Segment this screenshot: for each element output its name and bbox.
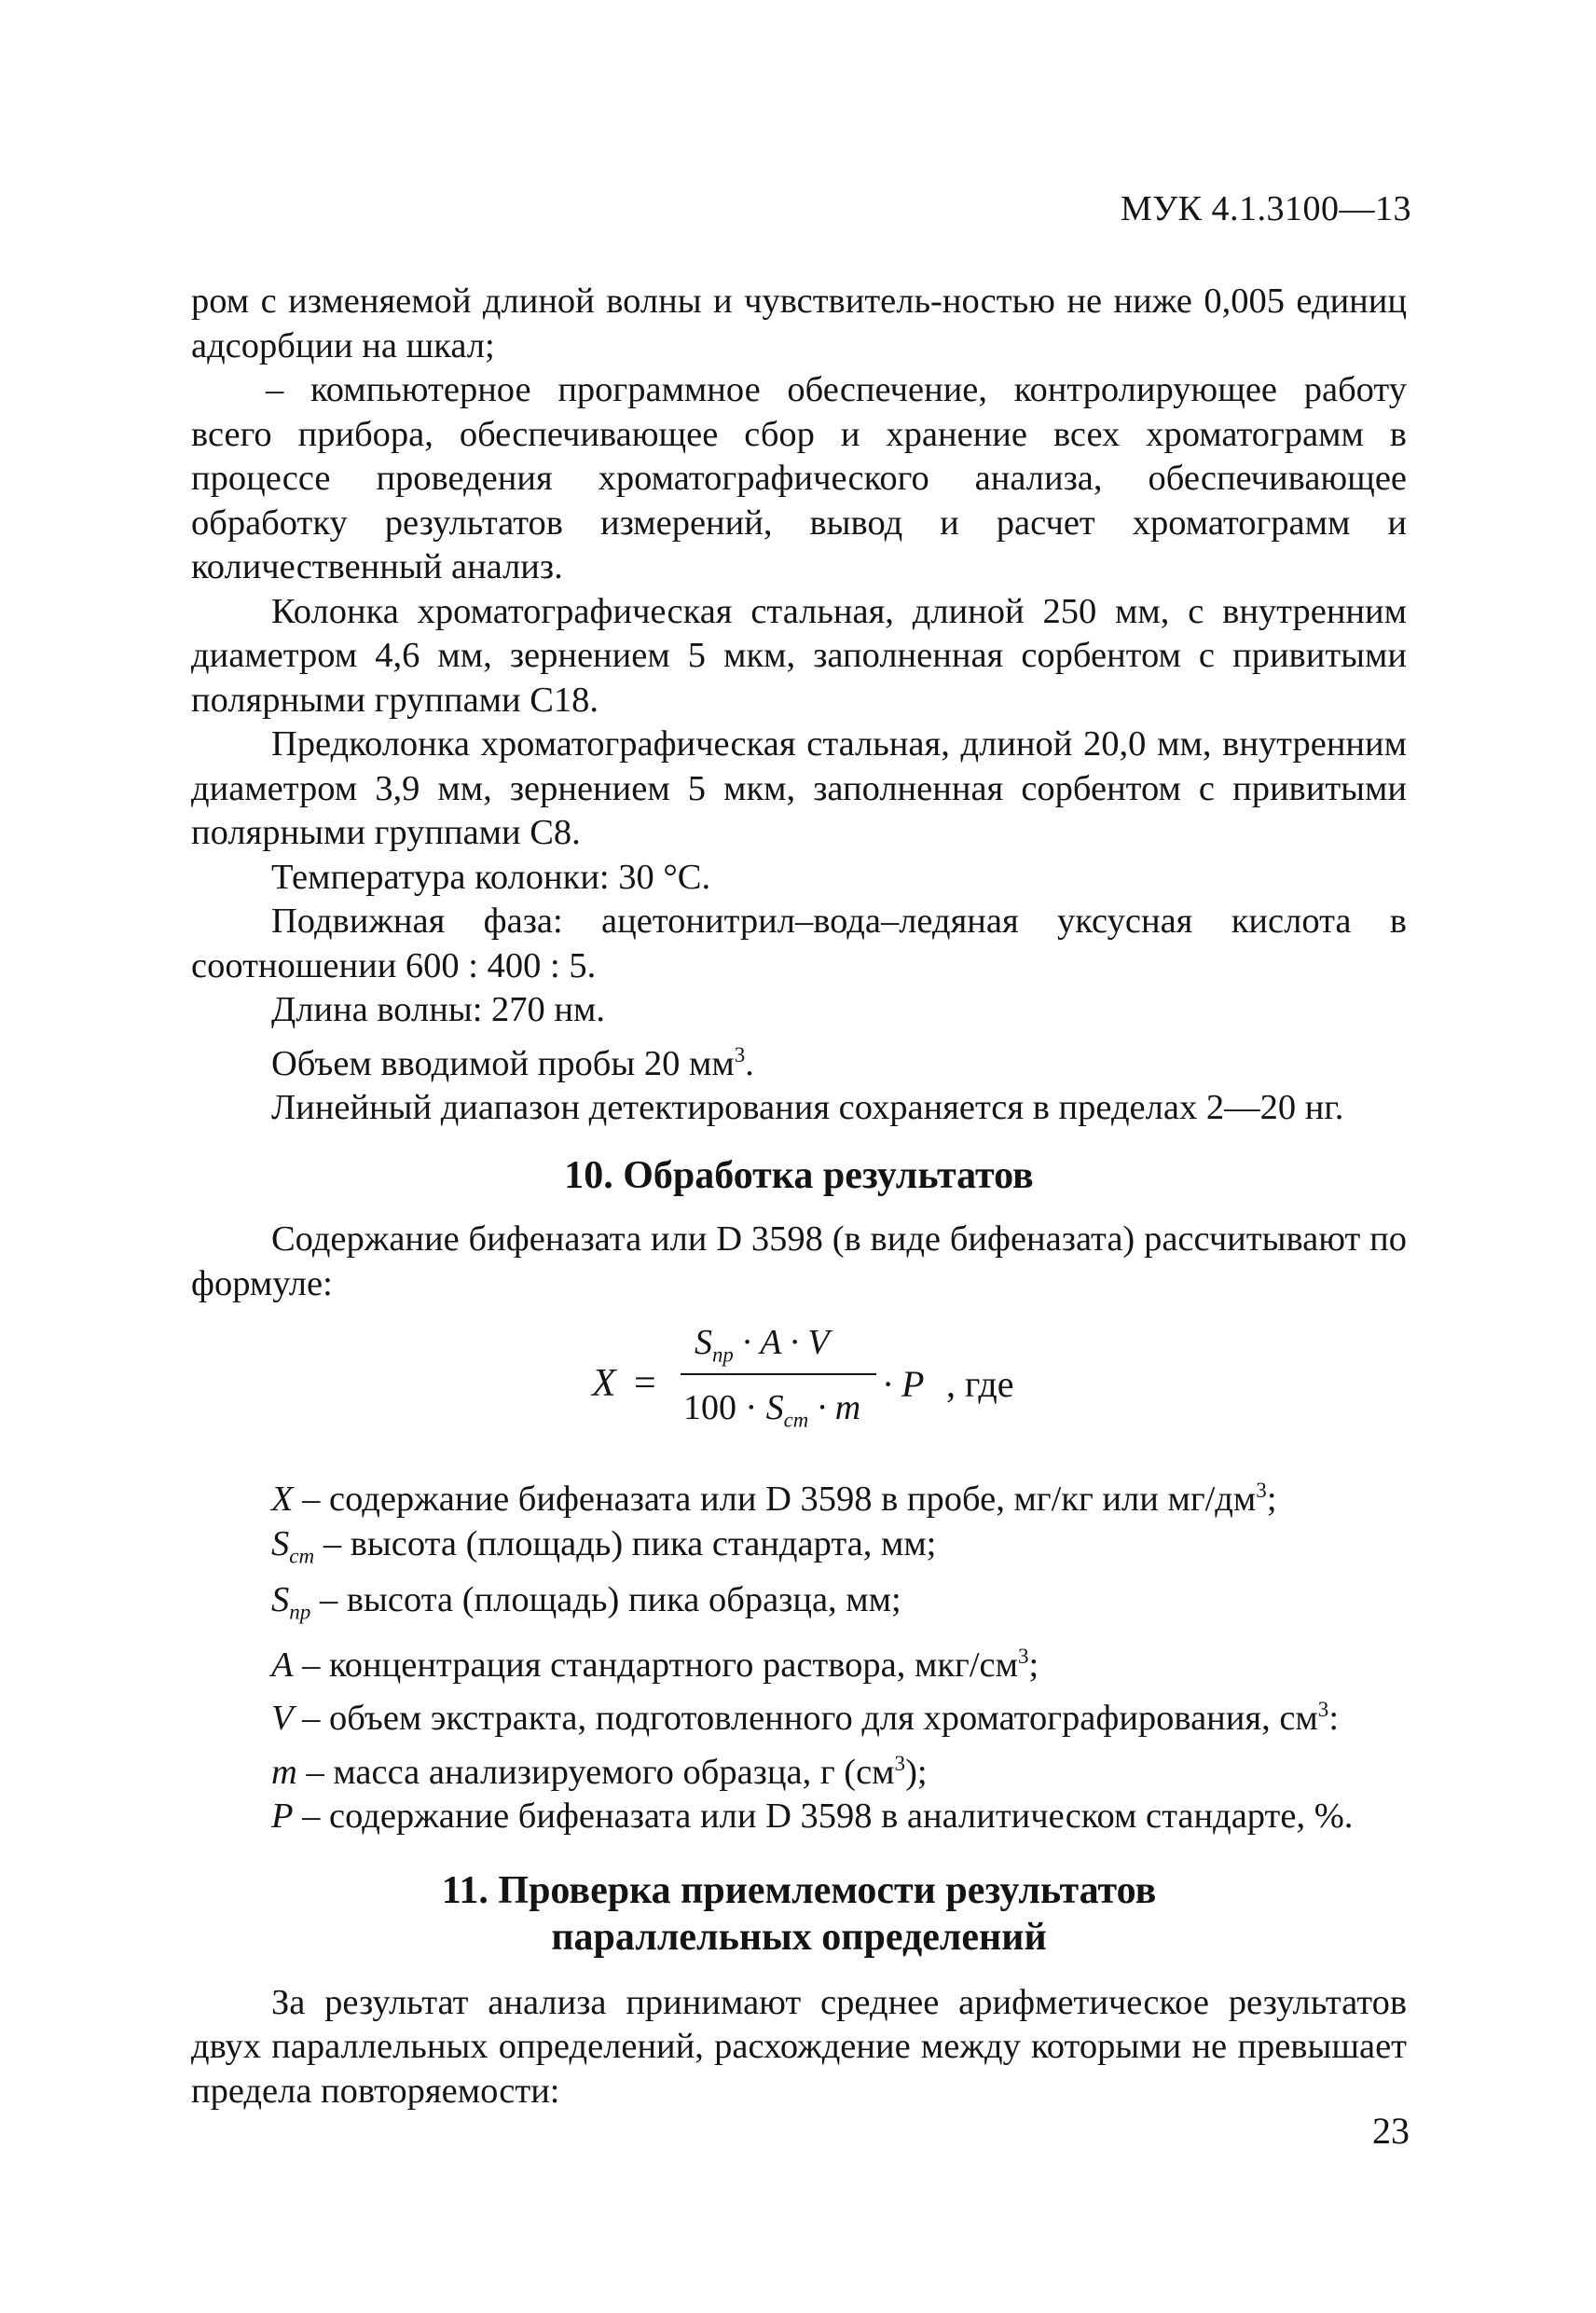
def-a-symbol: A	[271, 1645, 294, 1685]
numerator-s: S	[695, 1323, 712, 1363]
def-p-symbol: P	[271, 1797, 294, 1837]
paragraph-software: – компьютерное программное обеспечение, контролирующее работу всего прибора, обеспечивающее сбор и хранение всех хроматограмм в процессе проведения хроматографического анализа, обеспечивающее обработку результатов измерений, вывод и расчет хроматограмм и количественный анализ.	[191, 370, 1407, 586]
paragraph-precolumn: Предколонка хроматографическая стальная, длиной 20,0 мм, внутренним диаметром 3,9 мм, зернением 5 мкм, заполненная сорбентом с привитыми полярными группами С8.	[191, 724, 1407, 852]
denominator-sub: ст	[783, 1408, 809, 1432]
definition-s-st	[191, 1522, 1407, 1578]
denominator-s: S	[765, 1388, 784, 1428]
denominator-rest: · m	[808, 1388, 861, 1428]
def-x-sup: 3	[1256, 1478, 1267, 1503]
paragraph-wavelength: Длина волны: 270 нм.	[271, 990, 606, 1029]
paragraph-column: Колонка хроматографическая стальная, длиной 250 мм, с внутренним диаметром 4,6 мм, зернением 5 мкм, заполненная сорбентом с привитыми полярными группами С18.	[191, 591, 1407, 720]
paragraph-mobile-phase: Подвижная фаза: ацетонитрил–вода–ледяная уксусная кислота в соотношении 600 : 400 : 5.	[191, 902, 1407, 985]
def-spr-symbol: S	[271, 1579, 290, 1619]
definition-s-pr	[191, 1578, 1407, 1634]
formula-where: , где	[946, 1363, 1014, 1406]
section-11-title-line2: параллельных определений	[551, 1915, 1047, 1959]
injection-volume-end: .	[745, 1043, 754, 1083]
def-spr-text: – высота (площадь) пика образца, мм;	[310, 1579, 901, 1619]
def-v-end: :	[1328, 1699, 1340, 1739]
paragraph-detector: ром с изменяемой длиной волны и чувствитель-ностью не ниже 0,005 единиц адсорбции на шкал;	[191, 282, 1407, 365]
def-a-sup: 3	[1018, 1644, 1029, 1669]
section-10-title: 10. Обработка результатов	[564, 1154, 1034, 1198]
formula-equals: =	[634, 1362, 656, 1406]
def-x-end: ;	[1266, 1480, 1277, 1520]
def-m-sup: 3	[894, 1750, 906, 1775]
formula-denominator	[683, 1386, 860, 1442]
section-10-intro: Содержание бифеназата или D 3598 (в виде бифеназата) рассчитывают по формуле:	[191, 1219, 1407, 1303]
numerator-sub: пр	[712, 1342, 734, 1367]
denominator-pre: 100 ·	[683, 1388, 766, 1428]
def-sst-sub: ст	[289, 1543, 315, 1568]
fraction-bar	[681, 1373, 876, 1375]
def-m-end: );	[905, 1752, 928, 1792]
def-v-text: – объем экстракта, подготовленного для хроматографирования, см	[293, 1699, 1318, 1739]
definition-a	[191, 1634, 1407, 1687]
calculation-formula	[191, 1315, 1407, 1455]
formula-definitions	[191, 1468, 1407, 1838]
def-v-sup: 3	[1317, 1697, 1329, 1722]
def-v-symbol: V	[271, 1699, 294, 1739]
injection-volume-sup: 3	[734, 1041, 746, 1067]
definition-v	[191, 1687, 1407, 1741]
section-11-title	[191, 1867, 1407, 1961]
section-11-text: За результат анализа принимают среднее арифметическое результатов двух параллельных определений, расхождение между которыми не превышает предела повторяемости:	[191, 1982, 1407, 2111]
formula-lhs: X	[592, 1362, 616, 1406]
injection-volume-text: Объем вводимой пробы 20 мм	[271, 1043, 735, 1083]
page-number: 23	[1372, 2110, 1410, 2152]
def-sst-text: – высота (площадь) пика стандарта, мм;	[314, 1523, 937, 1563]
def-x-text: – содержание бифеназата или D 3598 в пробе, мг/кг или мг/дм	[293, 1480, 1257, 1520]
section-11-title-line1: 11. Проверка приемлемости результатов	[441, 1868, 1157, 1912]
paragraph-linear-range: Линейный диапазон детектирования сохраняется в пределах 2—20 нг.	[271, 1087, 1344, 1127]
def-m-symbol: m	[271, 1752, 297, 1792]
definition-x	[191, 1468, 1407, 1521]
def-sst-symbol: S	[271, 1523, 290, 1563]
page-content	[191, 280, 1407, 2113]
def-spr-sub: пр	[289, 1599, 311, 1624]
formula-numerator	[695, 1321, 830, 1377]
document-code-header: МУК 4.1.3100—13	[1120, 189, 1411, 228]
def-p-text: – содержание бифеназата или D 3598 в аналитическом стандарте, %.	[293, 1797, 1354, 1837]
definition-p	[191, 1795, 1407, 1839]
numerator-rest: · A · V	[733, 1323, 830, 1363]
paragraph-temperature: Температура колонки: 30 °С.	[271, 857, 711, 897]
paragraph-injection-volume	[191, 1033, 1407, 1086]
definition-m	[191, 1742, 1407, 1795]
formula-rhs: · P	[883, 1363, 925, 1406]
def-x-symbol: X	[271, 1480, 294, 1520]
def-m-text: – масса анализируемого образца, г (см	[296, 1752, 895, 1792]
def-a-end: ;	[1028, 1645, 1039, 1685]
def-a-text: – концентрация стандартного раствора, мкг/см	[293, 1645, 1018, 1685]
